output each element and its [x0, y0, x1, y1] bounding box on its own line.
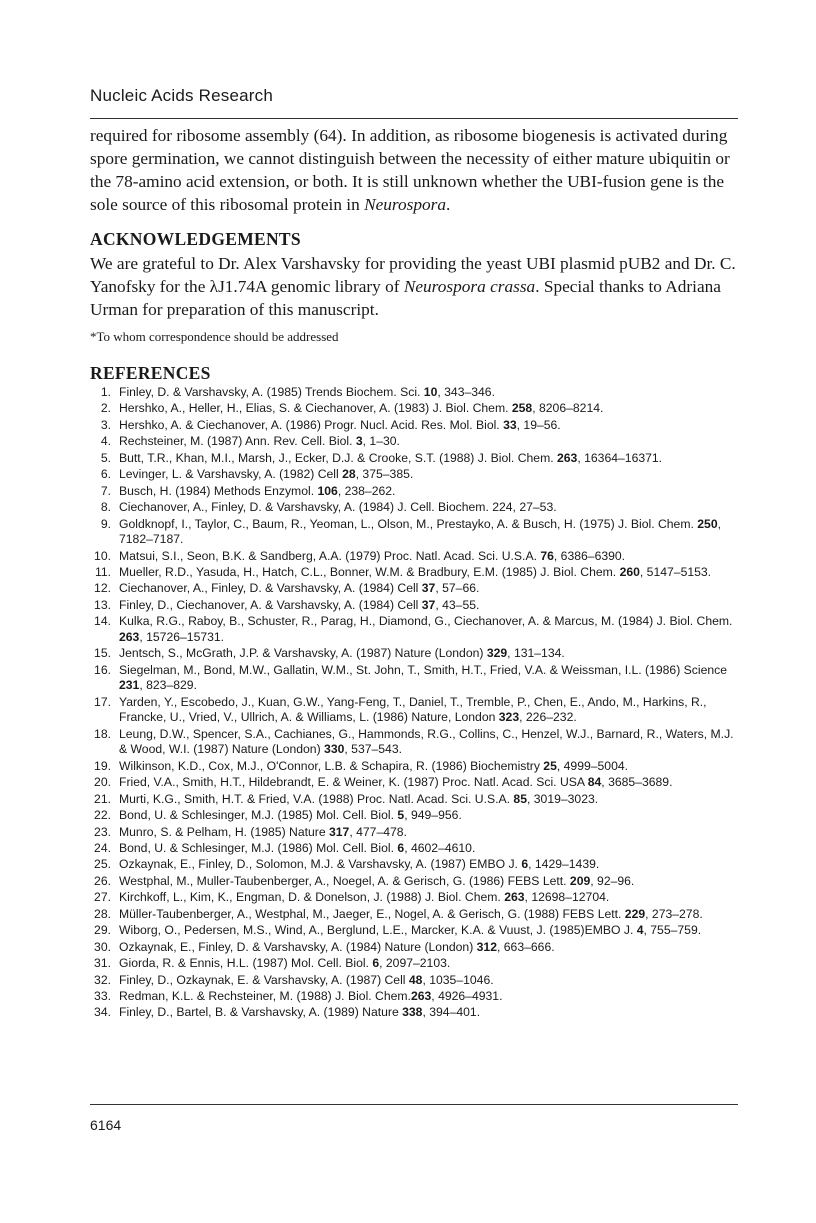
reference-text: Wiborg, O., Pedersen, M.S., Wind, A., Berglund, L.E., Marcker, K.A. & Vuust, J. (1985)EMBO J. 4, 755–759. [119, 923, 702, 938]
reference-text: Finley, D., Ozkaynak, E. & Varshavsky, A. (1987) Cell 48, 1035–1046. [119, 972, 494, 987]
reference-text: Kirchkoff, L., Kim, K., Engman, D. & Donelson, J. (1988) J. Biol. Chem. 263, 12698–12704. [119, 890, 610, 905]
reference-item [92, 792, 742, 808]
reference-number: 22. [94, 808, 111, 823]
reference-text: Hershko, A., Heller, H., Elias, S. & Ciechanover, A. (1983) J. Biol. Chem. 258, 8206–8214. [119, 401, 604, 416]
reference-item [92, 890, 742, 906]
reference-text: Butt, T.R., Khan, M.I., Marsh, J., Ecker, D.J. & Crooke, S.T. (1988) J. Biol. Chem. 263, 16364–16371. [119, 450, 663, 465]
page-number: 6164 [90, 1117, 122, 1133]
reference-number: 27. [94, 890, 111, 905]
reference-number: 10. [94, 548, 111, 563]
footer-rule [90, 1104, 738, 1105]
reference-text: Wilkinson, K.D., Cox, M.J., O'Connor, L.B. & Schapira, R. (1986) Biochemistry 25, 4999–5004. [119, 758, 629, 773]
reference-number: 18. [94, 726, 111, 741]
reference-text: Murti, K.G., Smith, H.T. & Fried, V.A. (1988) Proc. Natl. Acad. Sci. U.S.A. 85, 3019–3023. [119, 791, 599, 806]
reference-item [92, 759, 742, 775]
reference-number: 23. [94, 824, 111, 839]
reference-text: Bond, U. & Schlesinger, M.J. (1985) Mol. Cell. Biol. 5, 949–956. [119, 808, 462, 823]
reference-text: Finley, D. & Varshavsky, A. (1985) Trends Biochem. Sci. 10, 343–346. [119, 385, 495, 399]
reference-number: 19. [94, 758, 111, 773]
reference-item [92, 646, 742, 662]
reference-number: 3. [100, 417, 111, 432]
references-heading: REFERENCES [90, 363, 211, 383]
reference-item [92, 663, 742, 694]
reference-text: Fried, V.A., Smith, H.T., Hildebrandt, E. & Weiner, K. (1987) Proc. Natl. Acad. Sci. USA 84, 3685–3689. [119, 775, 673, 790]
reference-number: 32. [94, 972, 111, 987]
reference-item [92, 401, 742, 417]
reference-text: Giorda, R. & Ennis, H.L. (1987) Mol. Cell. Biol. 6, 2097–2103. [119, 956, 451, 971]
reference-text: Ciechanover, A., Finley, D. & Varshavsky, A. (1984) Cell 37, 57–66. [119, 581, 480, 596]
reference-text: Ozkaynak, E., Finley, D. & Varshavsky, A. (1984) Nature (London) 312, 663–666. [119, 939, 555, 954]
reference-item [92, 500, 742, 516]
reference-text: Redman, K.L. & Rechsteiner, M. (1988) J. Biol. Chem.263, 4926–4931. [119, 988, 503, 1003]
reference-number: 33. [94, 988, 111, 1003]
reference-item [92, 565, 742, 581]
reference-item [92, 581, 742, 597]
reference-number: 6. [100, 467, 111, 482]
reference-text: Hershko, A. & Ciechanover, A. (1986) Progr. Nucl. Acid. Res. Mol. Biol. 33, 19–56. [119, 417, 561, 432]
reference-text: Goldknopf, I., Taylor, C., Baum, R., Yeoman, L., Olson, M., Prestayko, A. & Busch, H. (1975) J. Biol. Chem. 250, 7182–7187. [119, 516, 721, 547]
reference-item [92, 517, 742, 548]
reference-item [92, 825, 742, 841]
acknowledgements-text: We are grateful to Dr. Alex Varshavsky for providing the yeast UBI plasmid pUB2 and Dr. C. Yanofsky for the λJ1.74A genomic library of Neurospora crassa. Special thanks to Adriana Urman for preparation of this manuscript. [90, 254, 736, 319]
reference-text: Rechsteiner, M. (1987) Ann. Rev. Cell. Biol. 3, 1–30. [119, 434, 400, 449]
reference-number: 17. [94, 694, 111, 709]
reference-text: Ozkaynak, E., Finley, D., Solomon, M.J. & Varshavsky, A. (1987) EMBO J. 6, 1429–1439. [119, 857, 600, 872]
reference-number: 4. [100, 434, 111, 449]
reference-item [92, 874, 742, 890]
reference-item [92, 727, 742, 758]
reference-text: Ciechanover, A., Finley, D. & Varshavsky, A. (1984) J. Cell. Biochem. 224, 27–53. [119, 500, 557, 515]
reference-text: Bond, U. & Schlesinger, M.J. (1986) Mol. Cell. Biol. 6, 4602–4610. [119, 841, 476, 856]
reference-number: 34. [94, 1005, 111, 1020]
reference-item [92, 418, 742, 434]
reference-number: 7. [100, 483, 111, 498]
reference-number: 30. [94, 939, 111, 954]
reference-item [92, 989, 742, 1005]
reference-item [92, 451, 742, 467]
reference-text: Finley, D., Bartel, B. & Varshavsky, A. (1989) Nature 338, 394–401. [119, 1005, 481, 1020]
reference-text: Jentsch, S., McGrath, J.P. & Varshavsky, A. (1987) Nature (London) 329, 131–134. [119, 646, 565, 661]
reference-item [92, 695, 742, 726]
reference-number: 5. [100, 450, 111, 465]
reference-item [92, 808, 742, 824]
reference-item [92, 385, 742, 401]
reference-number: 26. [94, 873, 111, 888]
reference-number: 28. [94, 906, 111, 921]
reference-text: Levinger, L. & Varshavsky, A. (1982) Cell 28, 375–385. [119, 467, 414, 482]
reference-number: 20. [94, 775, 111, 790]
reference-number: 2. [100, 401, 111, 416]
journal-title: Nucleic Acids Research [90, 86, 273, 105]
body-paragraph: required for ribosome assembly (64). In addition, as ribosome biogenesis is activated during spore germination, we cannot distinguish between the necessity of either mature ubiquitin or the 78-amino acid extension, or both. It is still unknown whether the UBI-fusion gene is the sole source of this ribosomal protein in Neurospora. [90, 126, 730, 214]
reference-item [92, 841, 742, 857]
reference-number: 11. [94, 564, 111, 579]
reference-item [92, 907, 742, 923]
reference-number: 24. [94, 841, 111, 856]
reference-number: 8. [100, 500, 111, 515]
reference-item [92, 434, 742, 450]
reference-item [92, 1005, 742, 1021]
reference-item [92, 857, 742, 873]
reference-number: 12. [94, 581, 111, 596]
reference-text: Westphal, M., Muller-Taubenberger, A., Noegel, A. & Gerisch, G. (1986) FEBS Lett. 209, 92–96. [119, 873, 635, 888]
reference-number: 21. [94, 791, 111, 806]
acknowledgements-heading: ACKNOWLEDGEMENTS [90, 229, 301, 249]
reference-item [92, 467, 742, 483]
reference-number: 16. [94, 662, 111, 677]
reference-item [92, 923, 742, 939]
reference-number: 14. [94, 614, 111, 629]
reference-number: 15. [94, 646, 111, 661]
reference-number: 1. [100, 385, 111, 399]
reference-text: Leung, D.W., Spencer, S.A., Cachianes, G., Hammonds, R.G., Collins, C., Henzel, W.J., Barnard, R., Waters, M.J. & Wood, W.I. (1987) Nature (London) 330, 537–543. [119, 726, 734, 757]
reference-text: Munro, S. & Pelham, H. (1985) Nature 317, 477–478. [119, 824, 407, 839]
reference-number: 9. [100, 516, 111, 531]
reference-item [92, 549, 742, 565]
reference-text: Mueller, R.D., Yasuda, H., Hatch, C.L., Bonner, W.M. & Bradbury, E.M. (1985) J. Biol. Chem. 260, 5147–5153. [119, 564, 712, 579]
reference-text: Yarden, Y., Escobedo, J., Kuan, G.W., Yang-Feng, T., Daniel, T., Tremble, P., Chen, E., Ando, M., Harkins, R., Francke, U., Vried, V., Ullrich, A. & Williams, L. (1986) Nature, London 323, 226–232. [119, 694, 707, 725]
reference-item [92, 484, 742, 500]
reference-number: 25. [94, 857, 111, 872]
correspondence-footnote: *To whom correspondence should be addressed [90, 329, 339, 344]
reference-item [92, 973, 742, 989]
references-list [92, 385, 742, 1022]
reference-text: Müller-Taubenberger, A., Westphal, M., Jaeger, E., Nogel, A. & Gerisch, G. (1988) FEBS Lett. 229, 273–278. [119, 906, 703, 921]
reference-number: 29. [94, 923, 111, 938]
reference-text: Kulka, R.G., Raboy, B., Schuster, R., Parag, H., Diamond, G., Ciechanover, A. & Marcus, M. (1984) J. Biol. Chem. 263, 15726–15731. [119, 614, 733, 644]
reference-text: Matsui, S.I., Seon, B.K. & Sandberg, A.A. (1979) Proc. Natl. Acad. Sci. U.S.A. 76, 6386–6390. [119, 548, 626, 563]
reference-text: Busch, H. (1984) Methods Enzymol. 106, 238–262. [119, 483, 396, 498]
reference-item [92, 956, 742, 972]
reference-number: 31. [94, 956, 111, 971]
reference-item [92, 940, 742, 956]
reference-item [92, 775, 742, 791]
header-rule [90, 118, 738, 119]
reference-number: 13. [94, 597, 111, 612]
reference-text: Siegelman, M., Bond, M.W., Gallatin, W.M., St. John, T., Smith, H.T., Fried, V.A. & Weissman, I.L. (1986) Science 231, 823–829. [119, 662, 728, 693]
reference-item [92, 614, 742, 645]
reference-item [92, 598, 742, 614]
reference-text: Finley, D., Ciechanover, A. & Varshavsky, A. (1984) Cell 37, 43–55. [119, 597, 480, 612]
